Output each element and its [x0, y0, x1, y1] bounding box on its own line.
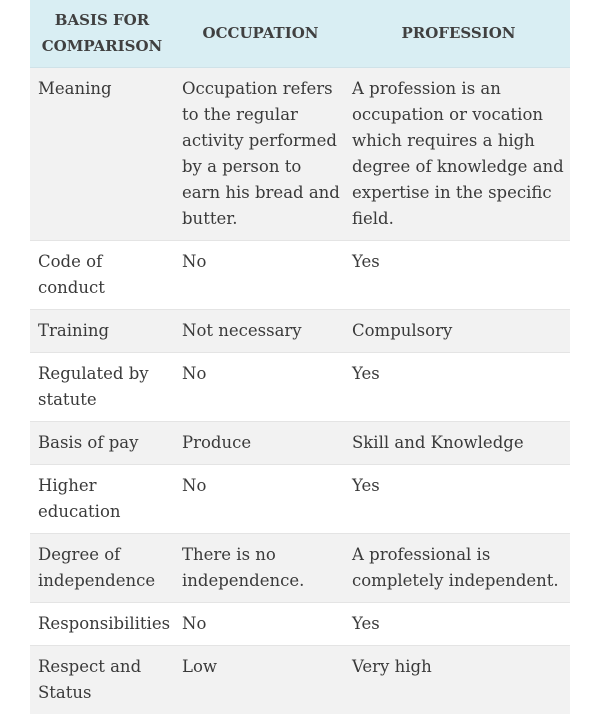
- occupation-cell: Low: [174, 645, 347, 714]
- header-basis-for-comparison: [30, 0, 174, 67]
- basis-cell: Responsibilities: [30, 602, 174, 645]
- profession-cell: Very high: [347, 645, 570, 714]
- table-row: [30, 464, 570, 533]
- header-row: [30, 0, 570, 67]
- table-body: [30, 67, 570, 714]
- header-profession: PROFESSION: [347, 0, 570, 67]
- occupation-cell: No: [174, 352, 347, 421]
- table-row: [30, 240, 570, 309]
- occupation-cell: No: [174, 240, 347, 309]
- occupation-cell: Produce: [174, 421, 347, 464]
- comparison-table: [30, 0, 570, 714]
- basis-cell: Respect and Status: [30, 645, 174, 714]
- table-row: [30, 309, 570, 352]
- table-row: [30, 352, 570, 421]
- header-occupation: OCCUPATION: [174, 0, 347, 67]
- header-basis-line1: BASIS FOR: [54, 11, 150, 30]
- table-row: [30, 421, 570, 464]
- occupation-cell: Not necessary: [174, 309, 347, 352]
- profession-cell: Yes: [347, 602, 570, 645]
- header-basis-line2: COMPARISON: [41, 37, 163, 56]
- table-row: [30, 602, 570, 645]
- table-row: [30, 67, 570, 240]
- profession-cell: Skill and Knowledge: [347, 421, 570, 464]
- profession-cell: Yes: [347, 464, 570, 533]
- occupation-cell: There is no independence.: [174, 533, 347, 602]
- basis-cell: Meaning: [30, 67, 174, 240]
- table-header: [30, 0, 570, 67]
- basis-cell: Regulated by statute: [30, 352, 174, 421]
- profession-cell: Yes: [347, 352, 570, 421]
- basis-cell: Code of conduct: [30, 240, 174, 309]
- profession-cell: A professional is completely independent.: [347, 533, 570, 602]
- occupation-cell: No: [174, 464, 347, 533]
- table-row: [30, 645, 570, 714]
- occupation-cell: Occupation refers to the regular activity performed by a person to earn his bread and butter.: [174, 67, 347, 240]
- profession-cell: Yes: [347, 240, 570, 309]
- profession-cell: A profession is an occupation or vocation which requires a high degree of knowledge and expertise in the specific field.: [347, 67, 570, 240]
- occupation-cell: No: [174, 602, 347, 645]
- table-row: [30, 533, 570, 602]
- basis-cell: Training: [30, 309, 174, 352]
- basis-cell: Basis of pay: [30, 421, 174, 464]
- profession-cell: Compulsory: [347, 309, 570, 352]
- comparison-table-container: [30, 0, 570, 714]
- basis-cell: Degree of independence: [30, 533, 174, 602]
- basis-cell: Higher education: [30, 464, 174, 533]
